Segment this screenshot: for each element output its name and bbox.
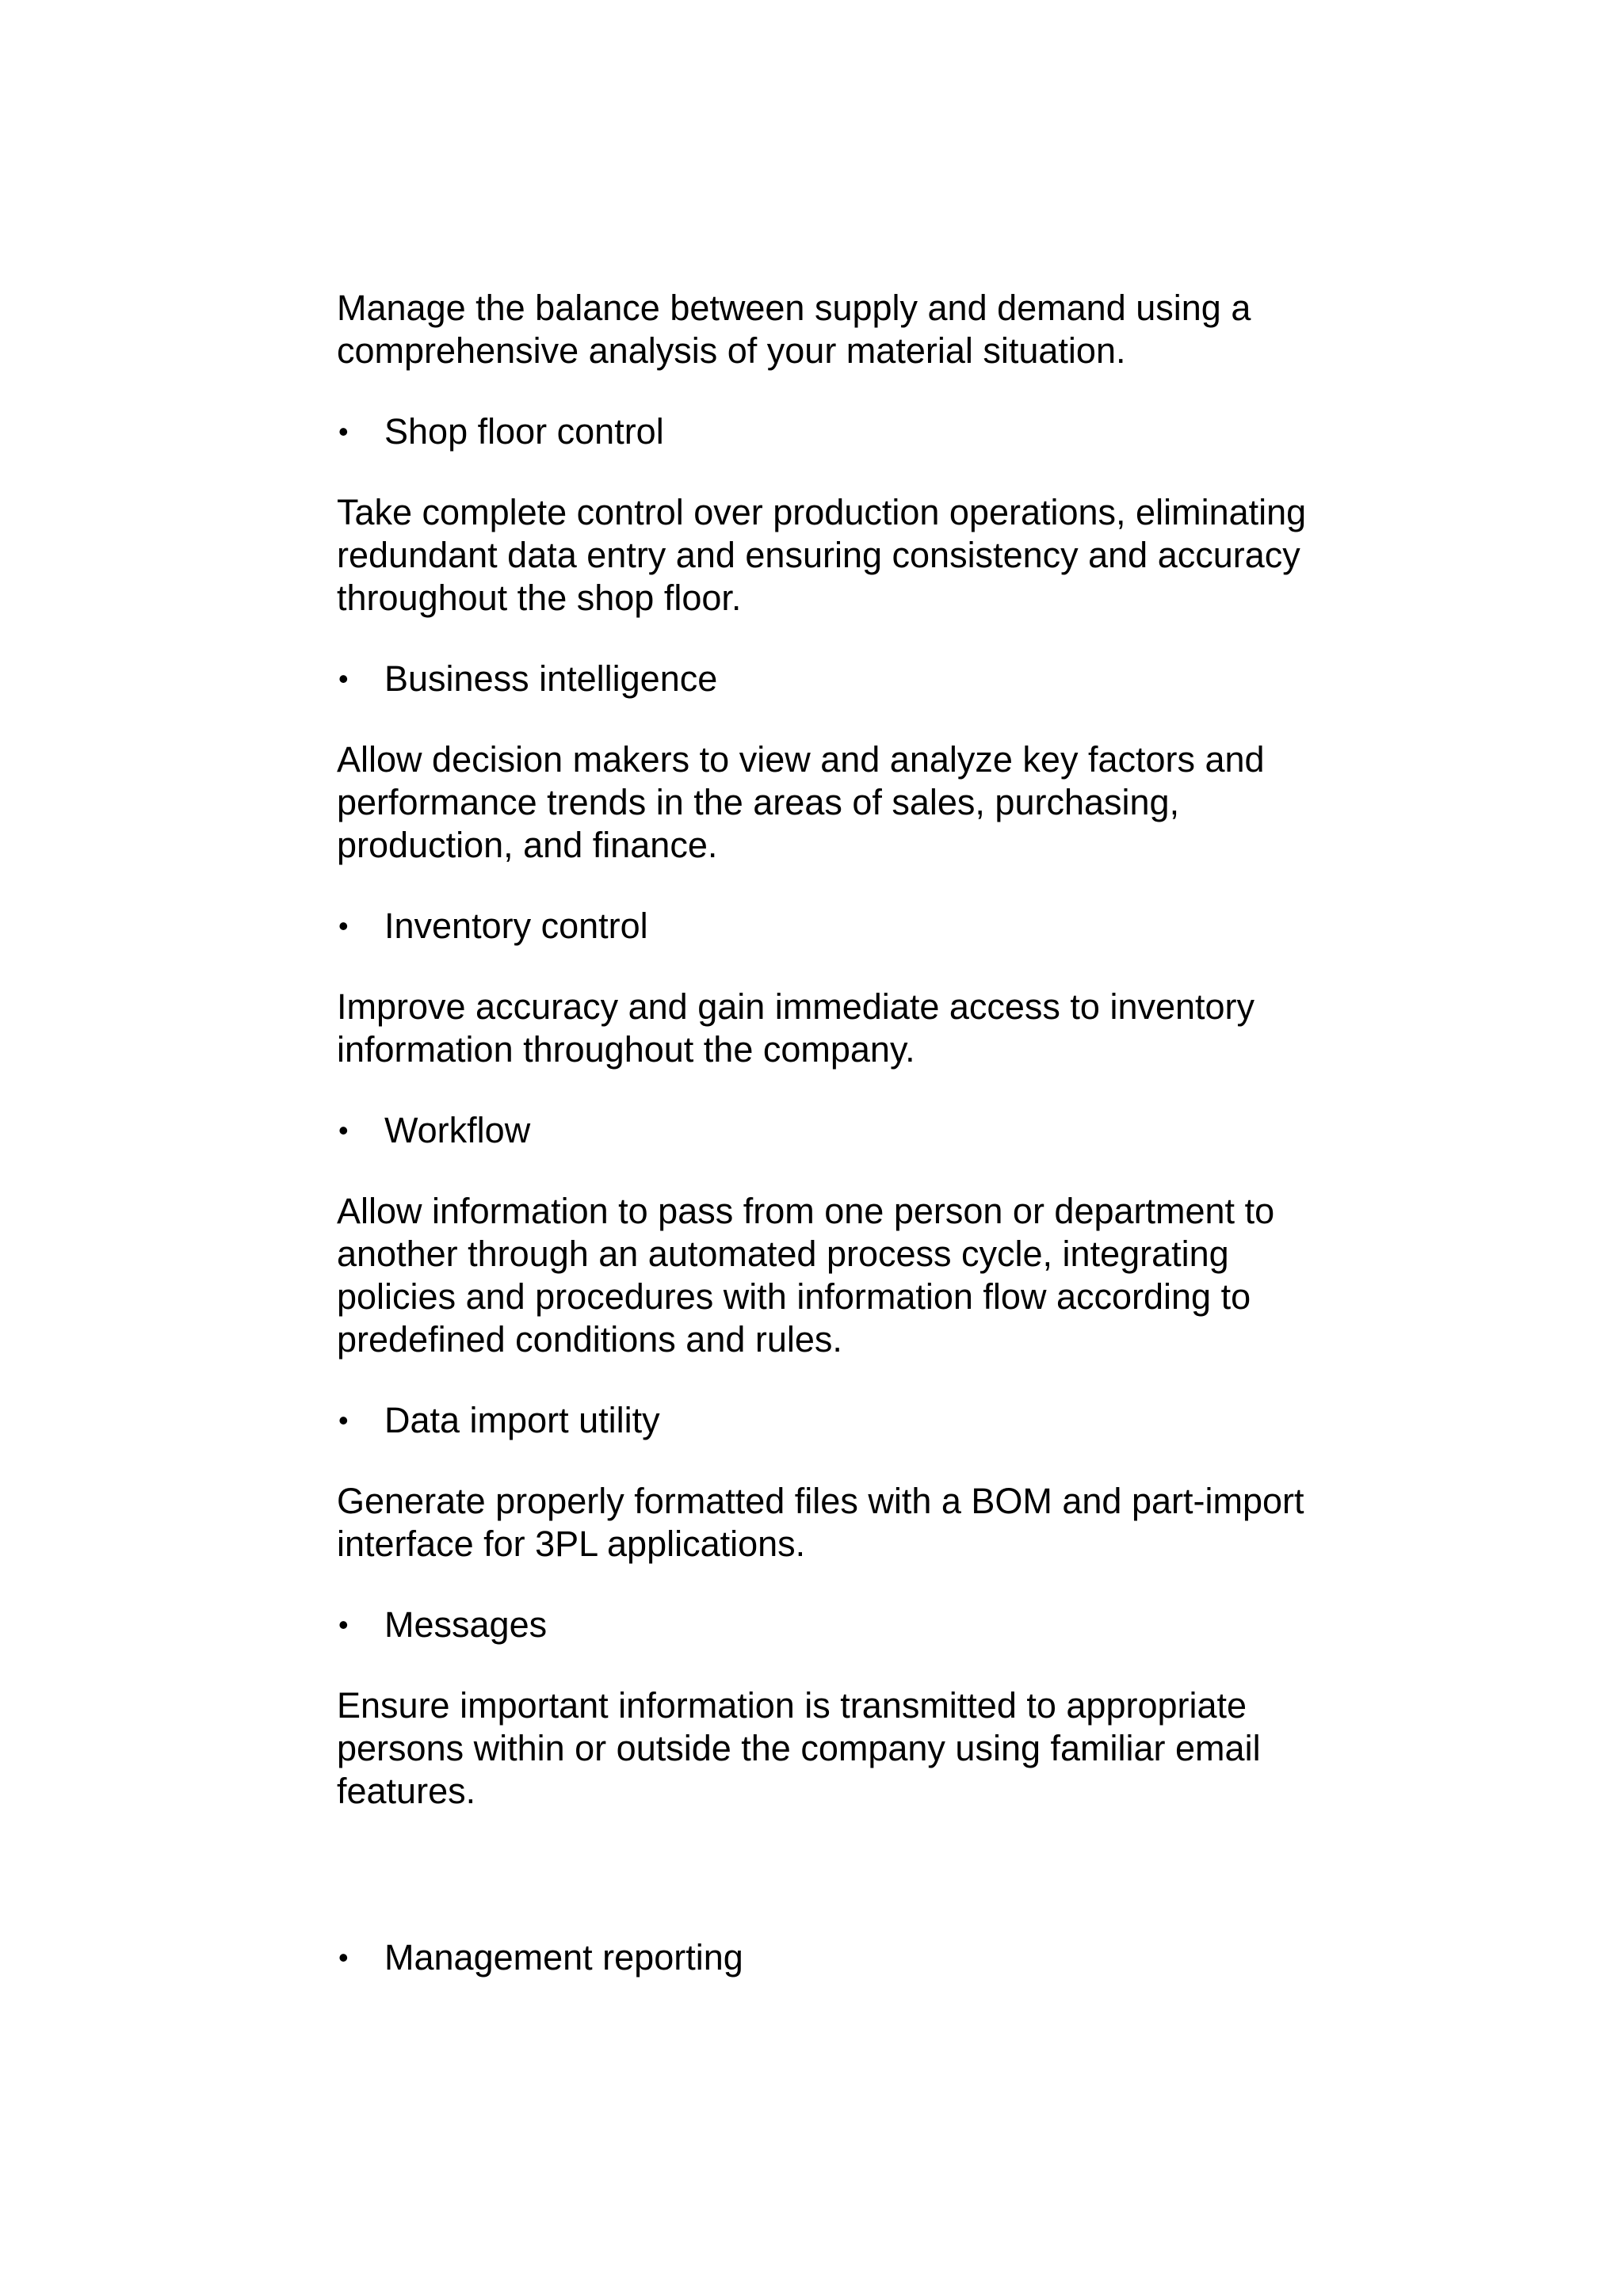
bullet-icon: • (338, 1114, 349, 1146)
bullet-messages (337, 1604, 1383, 1646)
paragraph-business-intelligence: Allow decision makers to view and analyze key factors and performance trends in the areas of sales, purchasing, production, and finance. (337, 739, 1265, 865)
paragraph-workflow: Allow information to pass from one person or department to another through an automated process cycle, integrating policies and procedures with information flow according to predefined conditions and rules. (337, 1191, 1275, 1360)
bullet-label: Shop floor control (384, 411, 664, 452)
bullet-label: Inventory control (384, 906, 648, 946)
bullet-workflow (337, 1109, 1383, 1152)
bullet-data-import-utility (337, 1399, 1383, 1442)
paragraph-shop-floor-control: Take complete control over production operations, eliminating redundant data entry and ensuring consistency and accuracy throughout the shop floor. (337, 492, 1307, 618)
paragraph-supply-demand: Manage the balance between supply and demand using a comprehensive analysis of your material situation. (337, 288, 1251, 371)
bullet-inventory-control (337, 905, 1383, 948)
bullet-label: Workflow (384, 1110, 531, 1150)
bullet-label: Messages (384, 1604, 548, 1645)
paragraph-inventory-control: Improve accuracy and gain immediate access to inventory information throughout the company. (337, 986, 1255, 1070)
bullet-business-intelligence (337, 658, 1383, 700)
bullet-label: Management reporting (384, 1937, 743, 1978)
document-body (337, 287, 1383, 1979)
paragraph-messages: Ensure important information is transmitted to appropriate persons within or outside the company using familiar email features. (337, 1685, 1261, 1811)
bullet-management-reporting (337, 1936, 1383, 1979)
bullet-icon: • (338, 662, 349, 695)
bullet-icon: • (338, 910, 349, 942)
bullet-label: Business intelligence (384, 658, 718, 699)
bullet-icon: • (338, 1404, 349, 1436)
bullet-shop-floor-control (337, 410, 1383, 453)
bullet-icon: • (338, 1941, 349, 1974)
bullet-label: Data import utility (384, 1400, 660, 1440)
paragraph-data-import-utility: Generate properly formatted files with a BOM and part-import interface for 3PL applications. (337, 1481, 1304, 1564)
bullet-icon: • (338, 1608, 349, 1641)
bullet-icon: • (338, 415, 349, 448)
